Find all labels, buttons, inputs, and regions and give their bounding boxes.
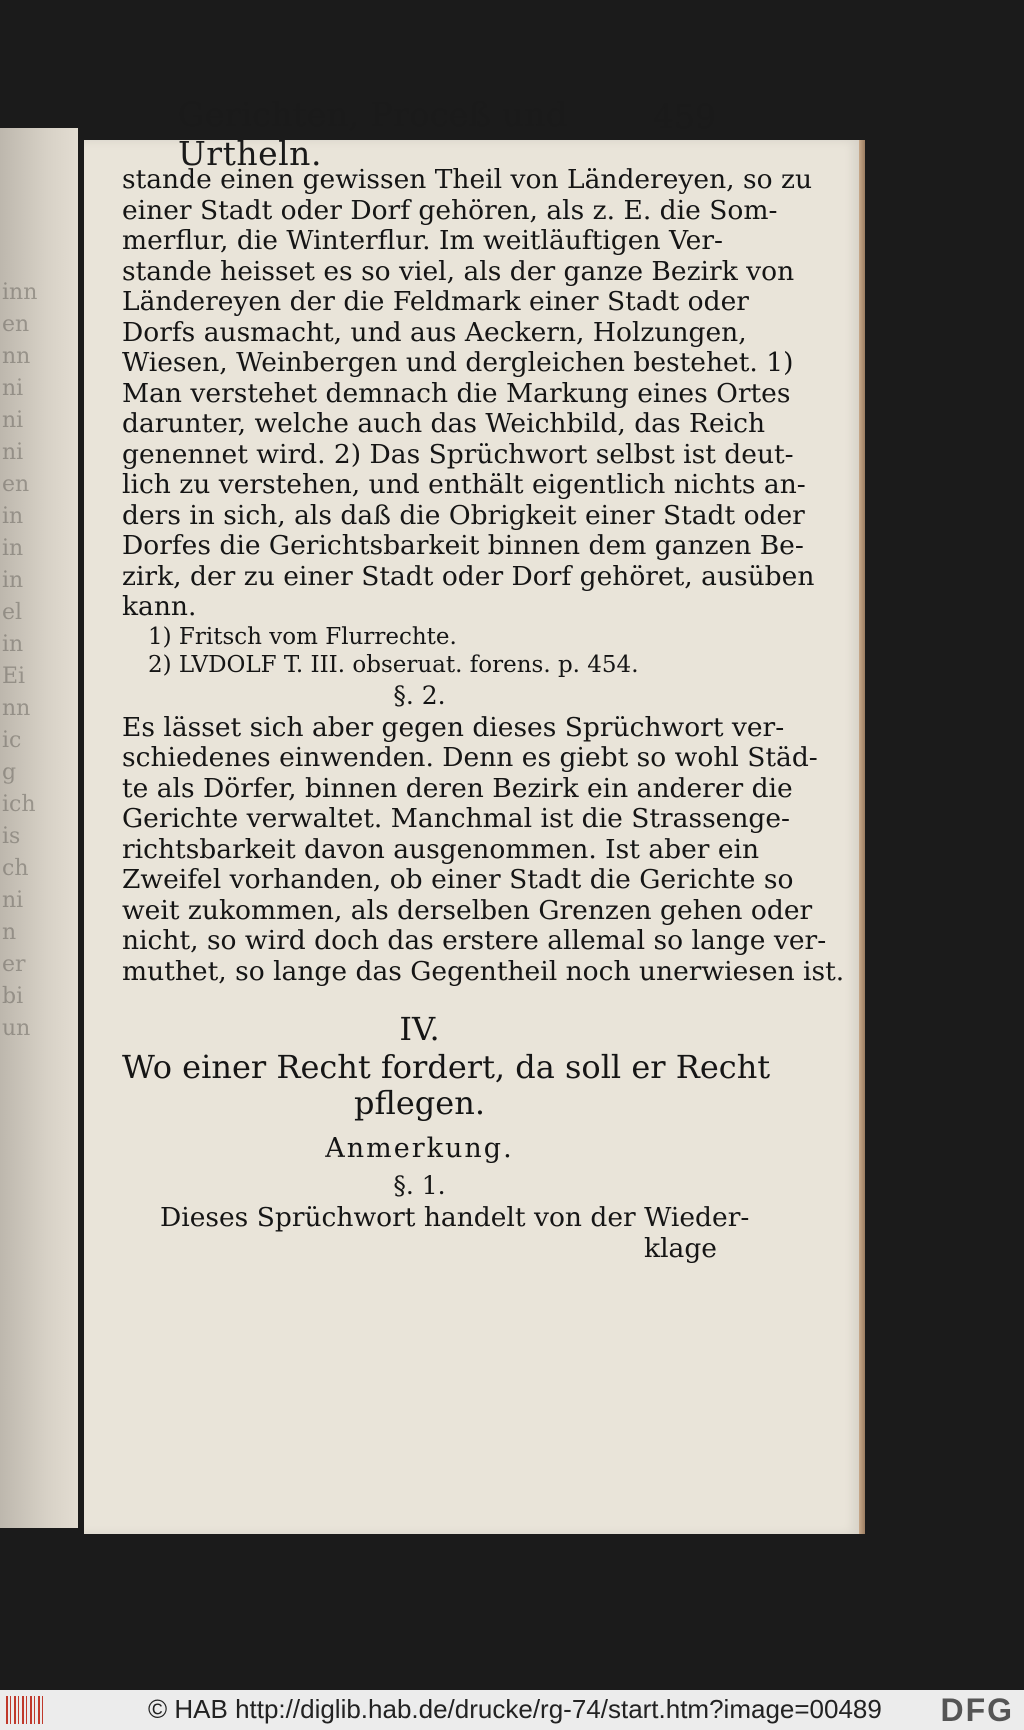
chapter-title-line-1: Wo einer Recht fordert, da soll er Recht: [122, 1048, 771, 1086]
text-line: weit zukommen, als derselben Grenzen gehen oder: [122, 894, 813, 926]
dfg-logo: DFG: [940, 1692, 1014, 1728]
running-title: Gerichten, Proceß und Urtheln.: [178, 95, 568, 173]
page-number: 459: [653, 97, 716, 136]
ghost-text-fragment: nn: [2, 344, 31, 369]
ghost-text-fragment: un: [2, 1016, 31, 1041]
ghost-text-fragment: ich: [2, 792, 36, 817]
section-1-heading: §. 1.: [393, 1171, 446, 1200]
ghost-text-fragment: in: [2, 568, 24, 593]
footer-url[interactable]: © HAB http://diglib.hab.de/drucke/rg-74/start.htm?image=00489: [148, 1694, 882, 1724]
paragraph-continued: [122, 164, 815, 623]
text-line: muthet, so lange das Gegentheil noch unerwiesen ist.: [122, 955, 845, 987]
text-line: genennet wird. 2) Das Sprüchwort selbst ist deut-: [122, 438, 794, 470]
annotation-heading: Anmerkung.: [325, 1133, 514, 1164]
ghost-text-fragment: en: [2, 472, 30, 497]
ghost-text-fragment: ic: [2, 728, 22, 753]
text-line: stande heisset es so viel, als der ganze Bezirk von: [122, 255, 795, 287]
page-body: [122, 164, 845, 1264]
text-line: einer Stadt oder Dorf gehören, als z. E. die Som-: [122, 194, 778, 226]
text-line: merflur, die Winterflur. Im weitläuftigen Ver-: [122, 225, 723, 256]
text-line: schiedenes einwenden. Denn es giebt so wohl Städ-: [122, 742, 818, 773]
section-2-paragraph: [122, 711, 845, 988]
text-line: ders in sich, als daß die Obrigkeit einer Stadt oder: [122, 499, 805, 531]
text-line: Es lässet sich aber gegen dieses Sprüchwort ver-: [122, 711, 785, 743]
ghost-text-fragment: bi: [2, 984, 24, 1009]
section-heading: §. 2.: [393, 680, 446, 710]
page-edge: [859, 140, 865, 1534]
text-line: 2) LVDOLF T. III. obseruat. forens. p. 454.: [148, 651, 639, 678]
ghost-text-fragment: n: [2, 920, 17, 945]
text-line: zirk, der zu einer Stadt oder Dorf gehöret, ausüben: [122, 560, 815, 592]
ghost-text-fragment: is: [2, 824, 21, 849]
text-line: stande einen gewissen Theil von Ländereyen, so zu: [122, 164, 813, 195]
ghost-text-fragment: in: [2, 536, 24, 561]
text-line: lich zu verstehen, und enthält eigentlich nichts an-: [122, 469, 806, 500]
text-line: Man verstehet demnach die Markung eines Ortes: [122, 377, 791, 409]
ghost-text-fragment: en: [2, 312, 30, 337]
text-line: Dorfs ausmacht, und aus Aeckern, Holzungen,: [122, 316, 747, 348]
ghost-text-fragment: el: [2, 600, 23, 625]
ghost-text-fragment: g: [2, 760, 17, 785]
previous-page-sliver: [0, 128, 78, 1528]
ghost-text-fragment: nn: [2, 696, 31, 721]
text-line: kann.: [122, 591, 197, 622]
text-line: Ländereyen der die Feldmark einer Stadt oder: [122, 286, 749, 317]
ghost-text-fragment: ni: [2, 408, 24, 433]
ghost-text-fragment: ch: [2, 856, 29, 881]
barcode-icon: [6, 1696, 46, 1724]
text-line: Dorfes die Gerichtsbarkeit binnen dem ganzen Be-: [122, 530, 804, 561]
text-line: 1) Fritsch vom Flurrechte.: [148, 623, 457, 650]
text-line: darunter, welche auch das Weichbild, das Reich: [122, 408, 766, 439]
text-line: Zweifel vorhanden, ob einer Stadt die Gerichte so: [122, 864, 794, 895]
page-header: [96, 95, 716, 173]
ghost-text-fragment: ni: [2, 440, 24, 465]
text-line: richtsbarkeit davon ausgenommen. Ist aber ein: [122, 833, 760, 865]
text-line: nicht, so wird doch das erstere allemal so lange ver-: [122, 925, 827, 956]
footer-bar: [0, 1690, 1024, 1730]
ghost-text-fragment: inn: [2, 280, 38, 305]
section-1-first-line: Dieses Sprüchwort handelt von der Wieder-: [160, 1202, 750, 1233]
chapter-number: IV.: [399, 1010, 440, 1048]
ghost-text-fragment: in: [2, 632, 24, 657]
chapter-title-line-2: pflegen.: [354, 1084, 485, 1122]
footnotes: [122, 623, 717, 679]
ghost-text-fragment: Ei: [2, 664, 26, 689]
ghost-text-fragment: ni: [2, 888, 24, 913]
ghost-text-fragment: er: [2, 952, 26, 977]
catchword: klage: [644, 1232, 717, 1264]
text-line: Gerichte verwaltet. Manchmal ist die Strassenge-: [122, 803, 791, 834]
text-line: te als Dörfer, binnen deren Bezirk ein anderer die: [122, 772, 793, 804]
text-line: Wiesen, Weinbergen und dergleichen bestehet. 1): [122, 347, 794, 378]
ghost-text-fragment: ni: [2, 376, 24, 401]
ghost-text-fragment: in: [2, 504, 24, 529]
